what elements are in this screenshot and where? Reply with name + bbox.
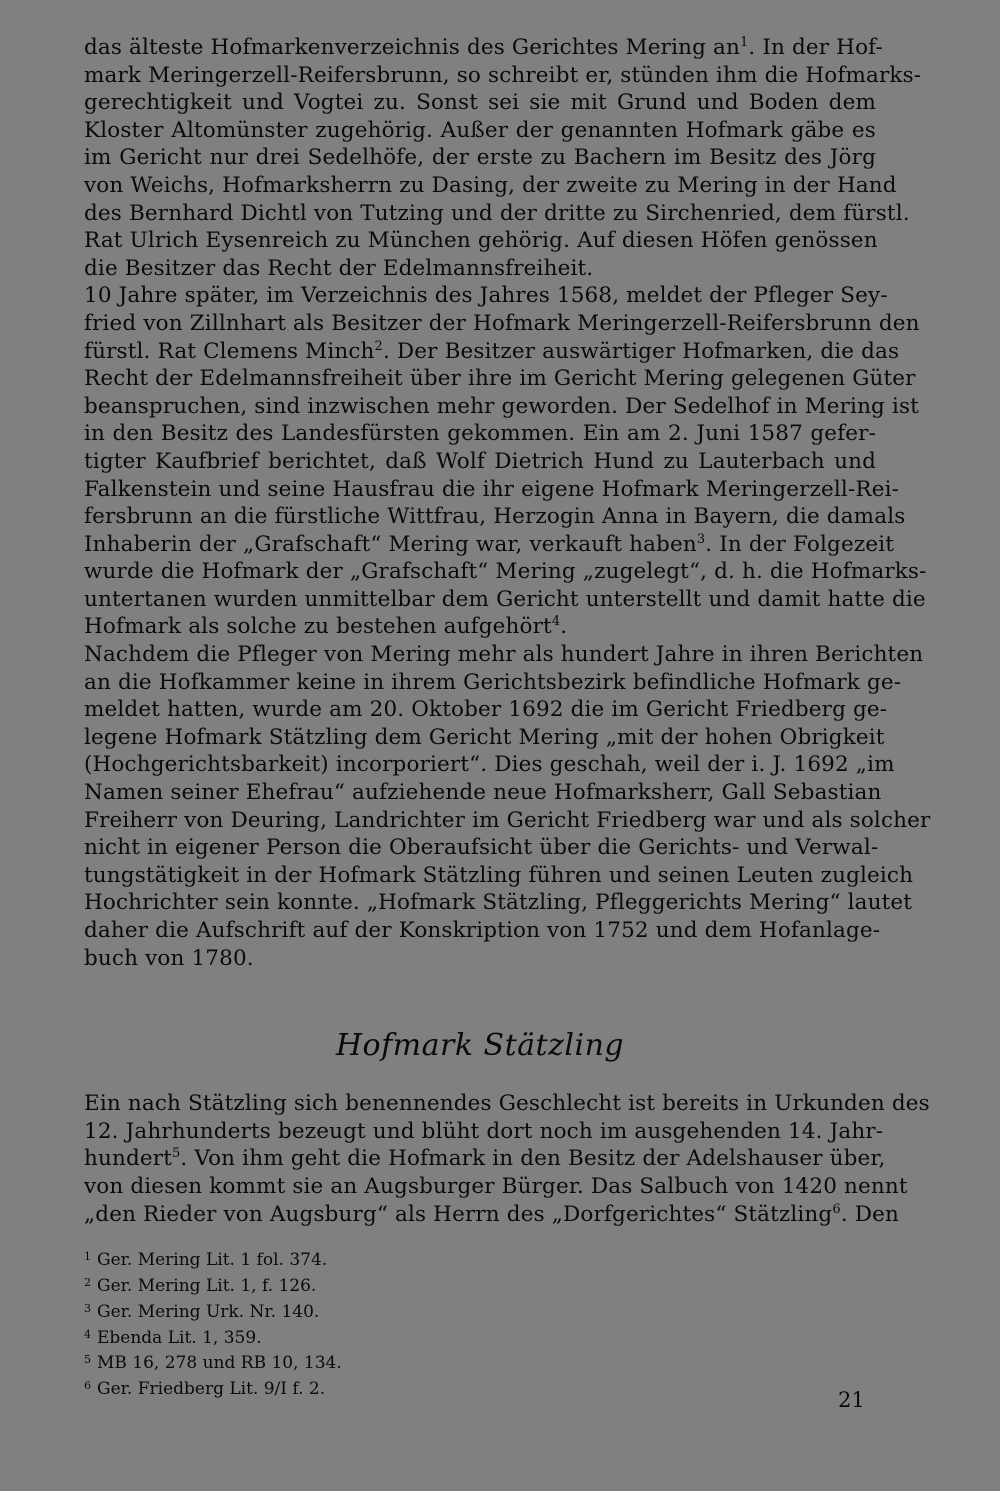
text-line [84,476,900,504]
text-line-content: . [560,614,568,640]
text-line-content: Namen seiner Ehefrau“ aufziehende neue Hofmarksherr, Gall Sebastian [84,780,882,806]
text-line-content: Inhaberin der „Grafschaft“ Mering war, verkauft haben [84,531,697,557]
text-line [84,34,883,62]
text-line [84,282,888,310]
text-line-content: . Den [840,1201,899,1227]
text-line-content: Rat Ulrich Eysenreich zu München gehörig. Auf diesen Höfen genössen [84,228,878,254]
text-line-content: Hofmark als solche zu bestehen aufgehört [84,614,552,640]
text-line [84,1118,884,1146]
text-line-content: an die Hofkammer keine in ihrem Gerichtsbezirk befindliche Hofmark ge- [84,669,902,695]
footnote-text: Ebenda Lit. 1, 359. [97,1327,262,1348]
footnote-ref: 5 [172,1146,181,1162]
footnote-text: Ger. Friedberg Lit. 9/I f. 2. [97,1379,326,1400]
text-line-content: fried von Zillnhart als Besitzer der Hofmark Meringerzell-Reifersbrunn den [84,310,920,336]
text-line-content: Nachdem die Pfleger von Mering mehr als hundert Jahre in ihren Berichten [84,642,924,668]
text-line [84,420,876,448]
text-line-content: gerechtigkeit und Vogtei zu. Sonst sei sie mit Grund und Boden dem [84,90,876,116]
text-line [84,558,927,586]
text-line-content: beanspruchen, sind inzwischen mehr geworden. Der Sedelhof in Mering ist [84,393,919,419]
text-line-content: . Von ihm geht die Hofmark in den Besitz der Adelshauser über, [180,1146,886,1172]
text-line-content: im Gericht nur drei Sedelhöfe, der erste zu Bachern im Besitz des Jörg [84,145,876,171]
text-line [84,172,897,200]
text-line [84,669,902,697]
footnote-text: Ger. Mering Lit. 1 fol. 374. [97,1250,328,1271]
text-line-content: tigter Kaufbrief berichtet, daß Wolf Dietrich Hund zu Lauterbach und [84,448,876,474]
text-line-content: legene Hofmark Stätzling dem Gericht Mering „mit der hohen Obrigkeit [84,724,885,750]
footnote-number: 4 [84,1327,91,1341]
text-line-content: Hochrichter sein konnte. „Hofmark Stätzling, Pfleggerichts Mering“ lautet [84,890,913,916]
text-line-content: von diesen kommt sie an Augsburger Bürger. Das Salbuch von 1420 nennt [84,1173,908,1199]
text-line-content: Recht der Edelmannsfreiheit über ihre im Gericht Mering gelegenen Güter [84,366,916,392]
page-number: 21 [838,1388,865,1412]
text-line [84,889,913,917]
page-content [84,34,931,1401]
text-line-content: tungstätigkeit in der Hofmark Stätzling führen und seinen Leuten zugleich [84,862,914,888]
footnote-number: 2 [84,1275,91,1289]
text-line-content: „den Rieder von Augsburg“ als Herrn des „Dorfgerichtes“ Stätzling [84,1201,833,1227]
text-line [84,1201,899,1229]
text-line [84,613,876,641]
text-line-content: buch von 1780. [84,945,254,971]
text-line-content: fürstl. Rat Clemens Minch [84,338,375,364]
text-line-content: Freiherr von Deuring, Landrichter im Gericht Friedberg war und als solcher [84,807,931,833]
text-line-content: die Besitzer das Recht der Edelmannsfreiheit. [84,255,594,281]
text-line-content: Kloster Altomünster zugehörig. Außer der genannten Hofmark gäbe es [84,117,876,143]
text-line [84,62,922,90]
footnote [84,1349,876,1375]
text-line [84,310,920,338]
text-line [84,696,888,724]
footnote [84,1375,876,1401]
text-line-content: fersbrunn an die fürstliche Wittfrau, Herzogin Anna in Bayern, die damals [84,504,906,530]
text-line [84,1145,886,1173]
footnote-ref: 3 [696,531,706,547]
body-text-section-1 [84,34,931,972]
footnote-ref: 1 [739,35,749,50]
text-line-content: daher die Aufschrift auf der Konskription von 1752 und dem Hofanlage- [84,918,881,943]
footnote [84,1246,876,1272]
text-line-content: mark Meringerzell-Reifersbrunn, so schreibt er, stünden ihm die Hofmarks- [84,62,922,88]
footnote-ref: 6 [832,1201,841,1217]
text-line [84,338,900,366]
text-line [84,1173,908,1201]
footnote-text: MB 16, 278 und RB 10, 134. [97,1353,342,1374]
text-line [84,200,910,228]
text-line [84,365,916,393]
text-line-content: hundert [84,1146,172,1172]
footnote-number: 5 [84,1353,91,1367]
footnotes [84,1246,876,1401]
text-line-content: in den Besitz des Landesfürsten gekommen. Ein am 2. Juni 1587 gefer- [84,421,876,447]
body-text-section-2 [84,1090,930,1228]
text-line [84,917,881,945]
text-line-content: . In der Folgezeit [705,531,895,557]
text-line [84,117,876,145]
text-line-content: das älteste Hofmarkenverzeichnis des Gerichtes Mering an [84,35,740,60]
text-line [84,945,876,973]
text-line [84,448,876,476]
text-line [84,227,876,255]
text-line [84,751,895,779]
text-line-content: . In der Hof- [748,35,883,60]
text-line [84,144,876,172]
text-line [84,807,931,835]
text-line-content: untertanen wurden unmittelbar dem Gericht unterstellt und damit hatte die [84,586,926,612]
footnote [84,1272,876,1298]
text-line-content: Falkenstein und seine Hausfrau die ihr eigene Hofmark Meringerzell-Rei- [84,476,900,502]
text-line [84,724,885,752]
footnote-number: 3 [84,1301,91,1315]
text-line-content: 10 Jahre später, im Verzeichnis des Jahres 1568, meldet der Pfleger Sey- [84,283,888,309]
text-line-content: wurde die Hofmark der „Grafschaft“ Mering „zugelegt“, d. h. die Hofmarks- [84,559,927,585]
text-line-content: (Hochgerichtsbarkeit) incorporiert“. Dies geschah, weil der i. J. 1692 „im [84,752,895,778]
text-line-content: Ein nach Stätzling sich benennendes Geschlecht ist bereits in Urkunden des [84,1091,930,1117]
footnote-text: Ger. Mering Lit. 1, f. 126. [97,1275,317,1296]
text-line [84,503,906,531]
footnote [84,1324,876,1350]
text-line [84,255,876,283]
text-line-content: 12. Jahrhunderts bezeugt und blüht dort noch im ausgehenden 14. Jahr- [84,1118,884,1144]
footnote-number: 6 [84,1379,91,1393]
text-line [84,641,924,669]
text-line [84,531,895,559]
footnote [84,1298,876,1324]
text-line-content: nicht in eigener Person die Oberaufsicht über die Gerichts- und Verwal- [84,835,879,861]
text-line [84,586,926,614]
footnote-text: Ger. Mering Urk. Nr. 140. [97,1301,320,1322]
text-line [84,393,919,421]
text-line-content: des Bernhard Dichtl von Tutzing und der dritte zu Sirchenried, dem fürstl. [84,200,910,226]
text-line [84,834,879,862]
text-line [84,779,882,807]
text-line [84,89,876,117]
section-heading: Hofmark Stätzling [335,1028,625,1064]
text-line-content: meldet hatten, wurde am 20. Oktober 1692 die im Gericht Friedberg ge- [84,697,888,723]
text-line-content: . Der Besitzer auswärtiger Hofmarken, die das [382,338,900,364]
footnote-ref: 4 [551,614,561,630]
text-line [84,1090,930,1118]
footnote-number: 1 [84,1250,91,1264]
text-line-content: von Weichs, Hofmarksherrn zu Dasing, der zweite zu Mering in der Hand [84,172,897,198]
footnote-ref: 2 [374,338,383,354]
text-line [84,862,914,890]
